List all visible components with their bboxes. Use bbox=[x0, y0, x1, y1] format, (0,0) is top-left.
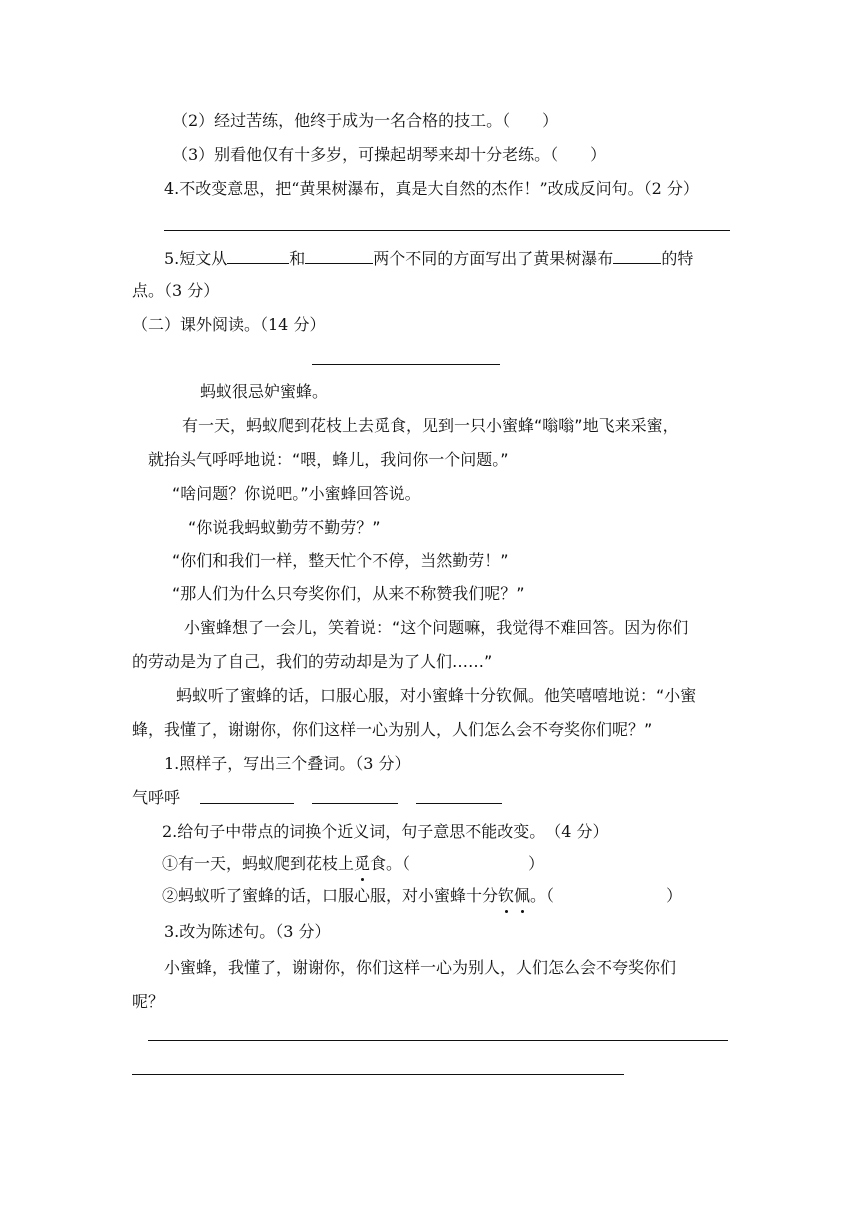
q5-text-b: 和 bbox=[289, 249, 306, 268]
exercise-2-prompt: 2.给句子中带点的词换个近义词，句子意思不能改变。 （4 分） bbox=[162, 822, 609, 841]
question-4-prompt: 4.不改变意思，把“黄果树瀑布，真是大自然的杰作！”改成反问句。（2 分） bbox=[164, 179, 699, 198]
reduplicated-word-blank-3[interactable] bbox=[416, 803, 502, 804]
item-1-text: ①有一天，蚂蚁爬到花枝上 bbox=[162, 854, 355, 873]
story-line-7: “那人们为什么只夸奖你们，从来不称赞我们呢？” bbox=[172, 584, 525, 603]
story-line-6: “你们和我们一样，整天忙个不停，当然勤劳！” bbox=[172, 551, 509, 570]
q5-blank-2[interactable] bbox=[305, 245, 373, 264]
story-line-11: 蜂，我懂了，谢谢你，你们这样一心为别人，人们怎么会不夸奖你们呢？” bbox=[132, 720, 653, 739]
q5-blank-1[interactable] bbox=[227, 245, 289, 264]
reduplicated-word-blank-2[interactable] bbox=[312, 803, 398, 804]
exercise-2-item-1 bbox=[162, 852, 544, 876]
exercise-1-example: 气呼呼 bbox=[132, 788, 181, 807]
reduplicated-word-blank-1[interactable] bbox=[200, 803, 294, 804]
exercise-3-sentence-2: 呢？ bbox=[132, 992, 165, 1011]
exercise-2-item-2 bbox=[162, 884, 682, 908]
q5-text-c: 两个不同的方面写出了黄果树瀑布 bbox=[373, 249, 614, 268]
dotted-char-2: 钦 bbox=[498, 884, 514, 908]
story-line-1: 蚂蚁很忌妒蜜蜂。 bbox=[200, 382, 329, 401]
question-4-answer-line[interactable] bbox=[164, 230, 730, 231]
item-1-close-paren: ） bbox=[528, 854, 545, 873]
item-2-open-paren: 。（ bbox=[530, 886, 555, 905]
question-5-prompt-cont: 点。（3 分） bbox=[132, 281, 220, 300]
item-1-char: 食 bbox=[370, 854, 387, 873]
story-line-8: 小蜜蜂想了一会儿，笑着说：“这个问题嘛，我觉得不难回答。因为你们 bbox=[184, 618, 689, 637]
q5-blank-3[interactable] bbox=[613, 245, 661, 264]
question-3-line: （3）别看他仅有十多岁，可操起胡琴来却十分老练。（ ） bbox=[172, 145, 607, 164]
story-line-10: 蚂蚁听了蜜蜂的话，口服心服，对小蜜蜂十分钦佩。他笑嘻嘻地说：“小蜜 bbox=[176, 686, 697, 705]
exercise-3-prompt: 3.改为陈述句。（3 分） bbox=[164, 922, 331, 941]
story-line-3: 就抬头气呼呼地说：“喂，蜂儿，我问你一个问题。” bbox=[148, 450, 509, 469]
exercise-1-prompt: 1.照样子，写出三个叠词。（3 分） bbox=[164, 754, 411, 773]
story-line-2: 有一天，蚂蚁爬到花枝上去觅食，见到一只小蜜蜂“嗡嗡”地飞来采蜜， bbox=[182, 416, 679, 435]
question-2-line: （2）经过苦练，他终于成为一名合格的技工。（ ） bbox=[172, 111, 559, 130]
story-line-9: 的劳动是为了自己，我们的劳动却是为了人们……” bbox=[132, 652, 493, 671]
exercise-3-sentence-1: 小蜜蜂，我懂了，谢谢你，你们这样一心为别人，人们怎么会不夸奖你们 bbox=[164, 958, 677, 977]
item-1-open-paren: 。（ bbox=[386, 854, 411, 873]
question-5-prompt bbox=[164, 245, 693, 271]
story-line-5: “你说我蚂蚁勤劳不勤劳？” bbox=[188, 518, 381, 537]
q5-text-a: 5.短文从 bbox=[164, 249, 228, 268]
dotted-char-1: 觅 bbox=[354, 852, 370, 876]
title-blank[interactable] bbox=[312, 364, 500, 365]
item-2-text: ②蚂蚁听了蜜蜂的话，口服心服，对小蜜蜂十分 bbox=[162, 886, 499, 905]
q5-text-d: 的特 bbox=[661, 249, 694, 268]
story-line-4: “啥问题？你说吧。”小蜜蜂回答说。 bbox=[172, 484, 421, 503]
declarative-answer-line-1[interactable] bbox=[148, 1040, 728, 1041]
item-2-close-paren: ） bbox=[666, 886, 683, 905]
section-heading: （二）课外阅读。（14 分） bbox=[132, 315, 326, 334]
dotted-char-3: 佩 bbox=[514, 884, 530, 908]
declarative-answer-line-2[interactable] bbox=[132, 1074, 624, 1075]
